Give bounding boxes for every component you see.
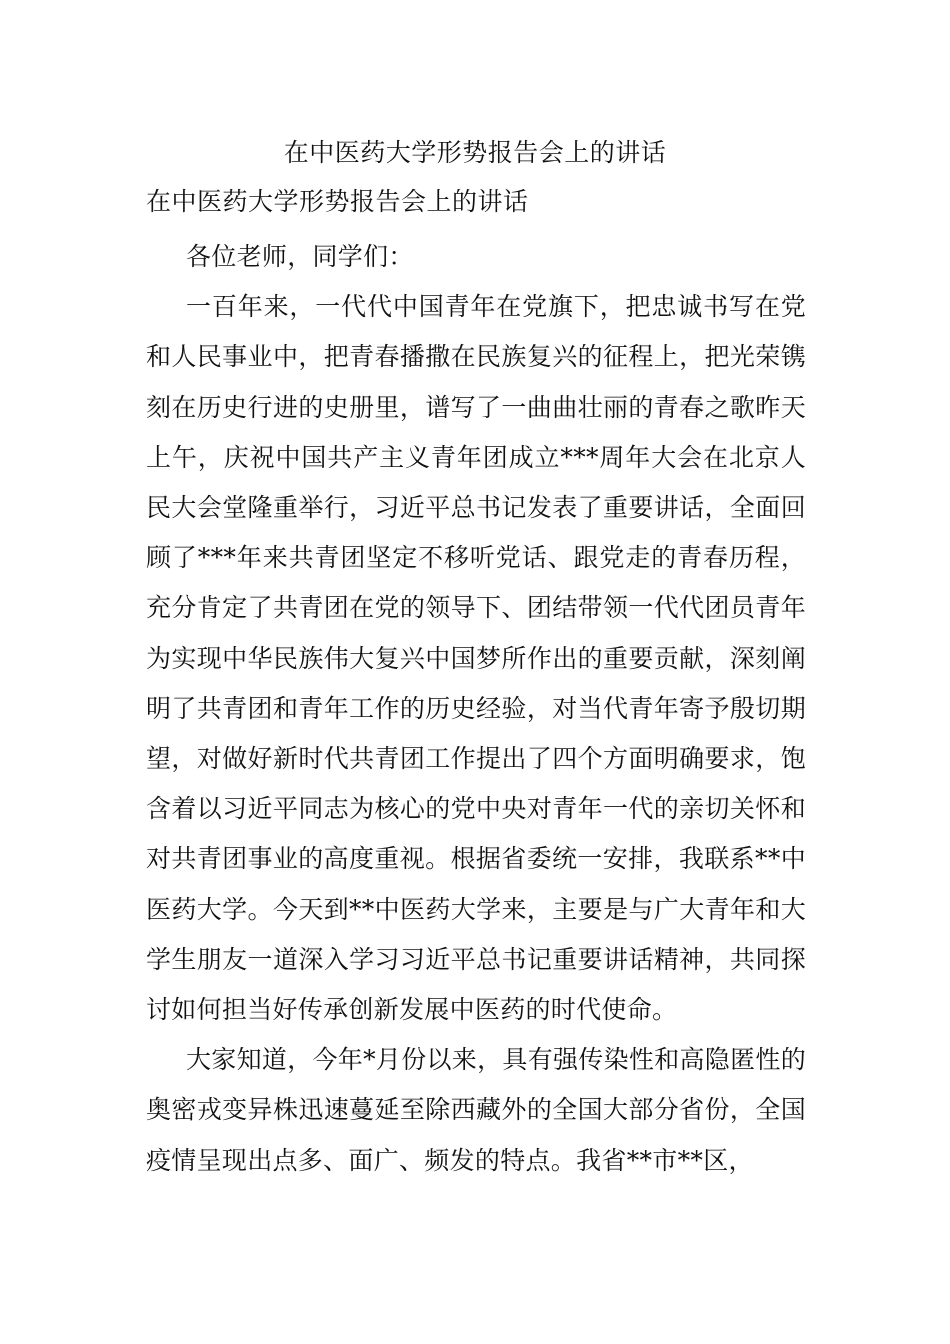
document-body (146, 232, 806, 1186)
document-subtitle: 在中医药大学形势报告会上的讲话 (146, 187, 529, 216)
greeting-paragraph: 各位老师，同学们： (186, 242, 414, 271)
document-title: 在中医药大学形势报告会上的讲话 (283, 138, 667, 167)
body-paragraph-2: 大家知道，今年*月份以来，具有强传染性和高隐匿性的奥密戎变异株迅速蔓延至除西藏外的全国大部分省份，全国疫情呈现出点多、面广、频发的特点。我省**市**区， (146, 1045, 807, 1175)
body-paragraph-1: 一百年来，一代代中国青年在党旗下，把忠诚书写在党和人民事业中，把青春播撒在民族复兴的征程上，把光荣镌刻在历史行进的史册里，谱写了一曲曲壮丽的青春之歌昨天上午，庆祝中国共产主义青年团成立***周年大会在北京人民大会堂隆重举行，习近平总书记发表了重要讲话，全面回顾了***年来共青团坚定不移听党话、跟党走的青春历程，充分肯定了共青团在党的领导下、团结带领一代代团员青年为实现中华民族伟大复兴中国梦所作出的重要贡献，深刻阐明了共青团和青年工作的历史经验，对当代青年寄予殷切期望，对做好新时代共青团工作提出了四个方面明确要求，饱含着以习近平同志为核心的党中央对青年一代的亲切关怀和对共青团事业的高度重视。根据省委统一安排，我联系**中医药大学。今天到**中医药大学来，主要是与广大青年和大学生朋友一道深入学习习近平总书记重要讲话精神，共同探讨如何担当好传承创新发展中医药的时代使命。 (146, 292, 806, 1025)
